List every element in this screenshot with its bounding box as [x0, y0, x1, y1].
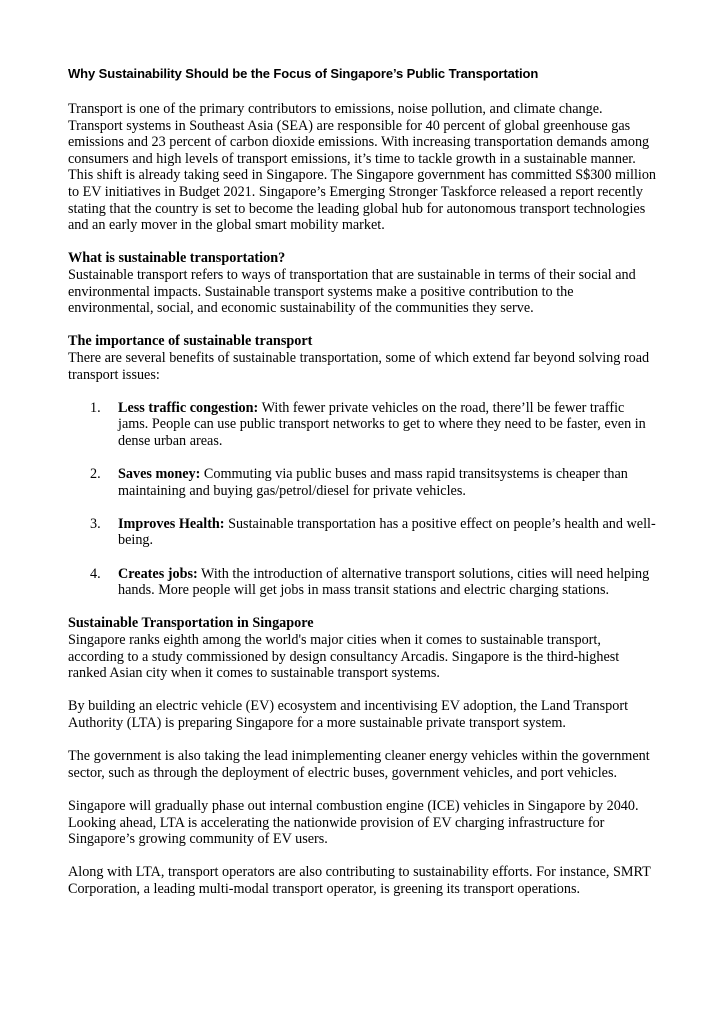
- section-body-importance: There are several benefits of sustainable transportation, some of which extend far beyond solving road transport issues:: [68, 349, 650, 383]
- list-item: [68, 516, 658, 549]
- list-item-lead: Saves money:: [118, 466, 201, 483]
- benefits-list: [68, 400, 658, 599]
- list-item-text: With fewer private vehicles on the road, there’ll be fewer traffic jams. People can use public transport networks to get to where they need to be faster, even in dense urban areas.: [118, 399, 646, 449]
- section-heading-what: What is sustainable transportation?: [68, 250, 286, 267]
- list-item-lead: Less traffic congestion:: [118, 399, 259, 416]
- section-body-what: Sustainable transport refers to ways of transportation that are sustainable in terms of their social and environmental impacts. Sustainable transport systems make a positive contribution to the environmental, social, and economic sustainability of the communities they serve.: [68, 266, 636, 317]
- list-number: 2.: [90, 466, 101, 483]
- paragraph-ice-phaseout: Singapore will gradually phase out internal combustion engine (ICE) vehicles in Singapore by 2040. Looking ahead, LTA is accelerating the nationwide provision of EV charging infrastructure for Singapore’s growing community of EV users.: [68, 797, 639, 848]
- list-item: [68, 466, 658, 499]
- list-item-text: Commuting via public buses and mass rapid transitsystems is cheaper than maintaining and buying gas/petrol/diesel for private vehicles.: [118, 466, 628, 499]
- list-number: 1.: [90, 399, 101, 416]
- list-item-lead: Creates jobs:: [118, 565, 198, 582]
- intro-paragraph: Transport is one of the primary contributors to emissions, noise pollution, and climate change. Transport systems in Southeast Asia (SEA) are responsible for 40 percent of global greenhouse gas emissions and 23 percent of carbon dioxide emissions. With increasing transportation demands among consumers and high levels of transport emissions, it’s time to tackle growth in a sustainable manner. This shift is already taking seed in Singapore. The Singapore government has committed S$300 million to EV initiatives in Budget 2021. Singapore’s Emerging Stronger Taskforce released a report recently stating that the country is set to become the leading global hub for autonomous transport technologies and an early mover in the global smart mobility market.: [68, 101, 657, 234]
- paragraph-government: The government is also taking the lead inimplementing cleaner energy vehicles within the government sector, such as through the deployment of electric buses, government vehicles, and port vehicles.: [68, 748, 650, 781]
- section-singapore: [68, 615, 658, 681]
- list-item-text: Sustainable transportation has a positive effect on people’s health and well-being.: [118, 515, 656, 549]
- section-heading-importance: The importance of sustainable transport: [68, 333, 313, 350]
- paragraph-operators: Along with LTA, transport operators are also contributing to sustainability efforts. For instance, SMRT Corporation, a leading multi-modal transport operator, is greening its transport operations.: [68, 864, 651, 897]
- section-body-singapore-1: Singapore ranks eighth among the world's major cities when it comes to sustainable transport, according to a study commissioned by design consultancy Arcadis. Singapore is the third-highest ranked Asian city when it comes to sustainable transport systems.: [68, 632, 620, 682]
- list-item: [68, 566, 658, 599]
- list-item-lead: Improves Health:: [118, 515, 225, 532]
- document-title: Why Sustainability Should be the Focus of Singapore’s Public Transportation: [68, 66, 539, 81]
- section-importance: [68, 333, 658, 383]
- document-content: [68, 66, 658, 898]
- list-item: [68, 400, 658, 450]
- paragraph-lta-ev: By building an electric vehicle (EV) ecosystem and incentivising EV adoption, the Land Transport Authority (LTA) is preparing Singapore for a more sustainable private transport system.: [68, 698, 629, 731]
- list-number: 3.: [90, 515, 101, 532]
- list-number: 4.: [90, 565, 101, 582]
- section-heading-singapore: Sustainable Transportation in Singapore: [68, 615, 314, 632]
- section-what: [68, 250, 658, 316]
- list-item-text: With the introduction of alternative transport solutions, cities will need helping hands. More people will get jobs in mass transit stations and electric charging stations.: [118, 565, 650, 599]
